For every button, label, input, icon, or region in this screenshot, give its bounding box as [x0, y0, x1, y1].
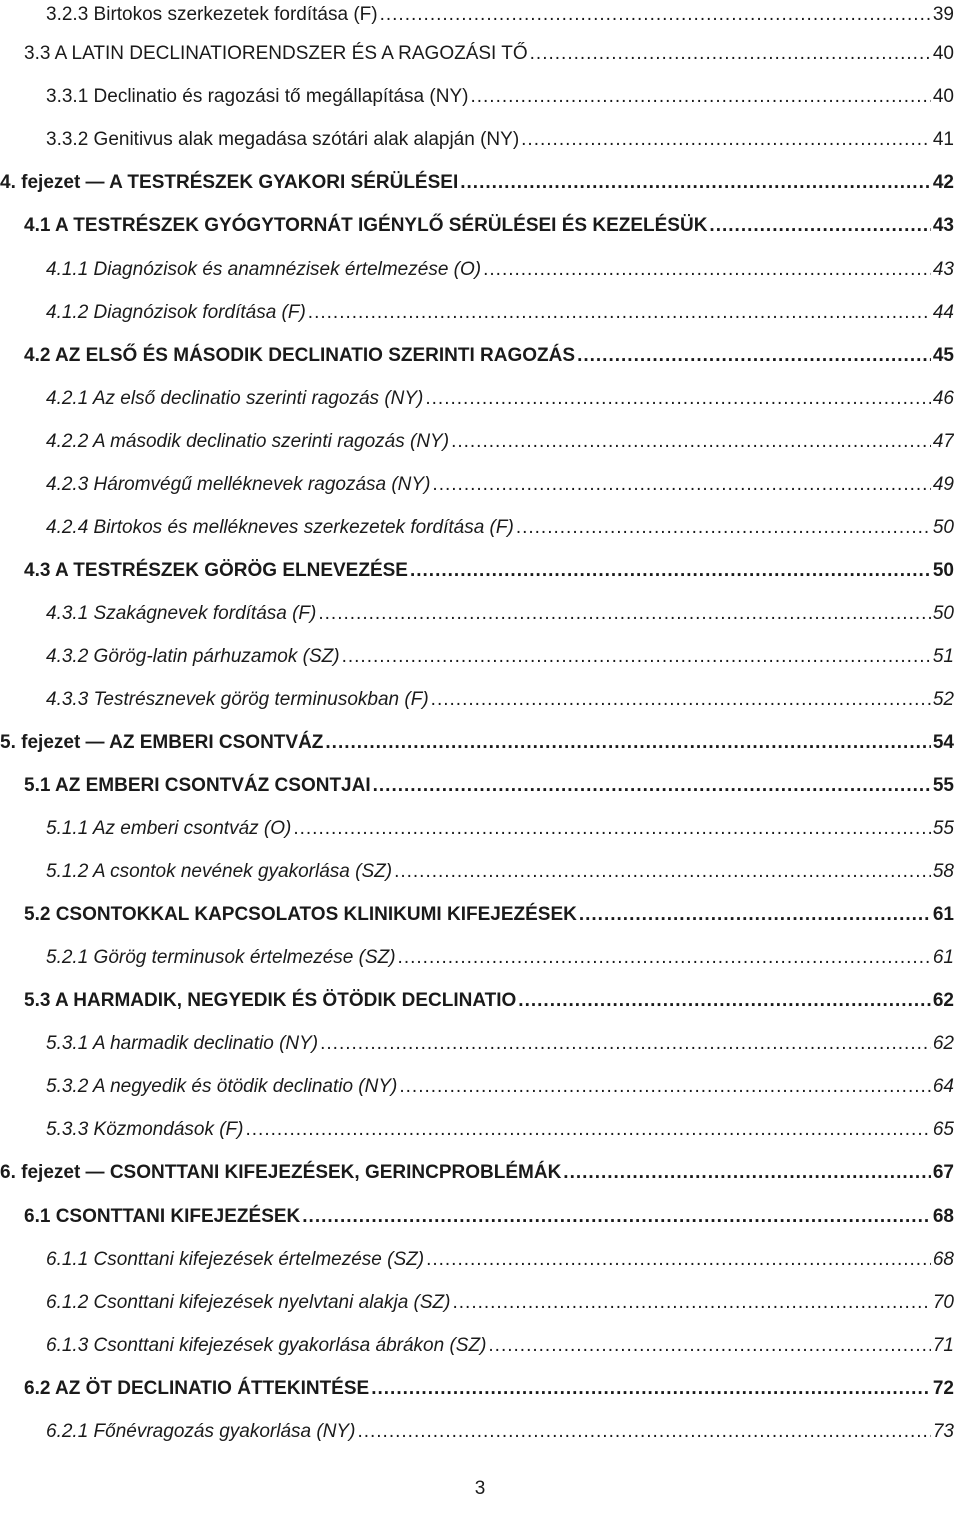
toc-entry[interactable]: [46, 125, 954, 155]
toc-entry[interactable]: [46, 513, 954, 543]
toc-entry-title: 5.2 CSONTOKKAL KAPCSOLATOS KLINIKUMI KIFEJEZÉSEK: [24, 904, 577, 925]
toc-entry-title: 4.3.2 Görög-latin párhuzamok (SZ): [46, 646, 340, 667]
toc-entry-title: 4.1 A TESTRÉSZEK GYÓGYTORNÁT IGÉNYLŐ SÉRÜLÉSEI ÉS KEZELÉSÜK: [24, 215, 708, 236]
toc-page-number: 52: [932, 689, 954, 710]
toc-leader-dots: [380, 0, 931, 30]
toc-entry-title: 6.2.1 Főnévragozás gyakorlása (NY): [46, 1421, 356, 1442]
toc-leader-dots: [342, 642, 931, 672]
toc-leader-dots: [483, 255, 931, 285]
toc-page-number: 40: [932, 86, 954, 107]
toc-leader-dots: [521, 125, 931, 155]
toc-leader-dots: [431, 685, 931, 715]
toc-entry[interactable]: [46, 943, 954, 973]
toc-entry-title: 6. fejezet — CSONTTANI KIFEJEZÉSEK, GERINCPROBLÉMÁK: [0, 1162, 562, 1183]
toc-entry-title: 5. fejezet — AZ EMBERI CSONTVÁZ: [0, 732, 324, 753]
toc-page-number: 49: [932, 474, 954, 495]
toc-entry-title: 5.1.2 A csontok nevének gyakorlása (SZ): [46, 861, 393, 882]
toc-page-number: 43: [932, 215, 954, 236]
toc-page-number: 62: [932, 1033, 954, 1054]
toc-entry-title: 4.1.2 Diagnózisok fordítása (F): [46, 302, 306, 323]
toc-entry[interactable]: [24, 341, 954, 371]
toc-leader-dots: [399, 1072, 931, 1102]
toc-entry-title: 3.2.3 Birtokos szerkezetek fordítása (F): [46, 4, 378, 25]
toc-entry[interactable]: [46, 685, 954, 715]
toc-entry-title: 3.3.1 Declinatio és ragozási tő megállapítása (NY): [46, 86, 469, 107]
toc-entry-title: 6.1.1 Csonttani kifejezések értelmezése (SZ): [46, 1249, 425, 1270]
toc-entry[interactable]: [0, 168, 954, 198]
toc-page-number: 58: [932, 861, 954, 882]
toc-entry-title: 4.2.2 A második declinatio szerinti ragozás (NY): [46, 431, 450, 452]
toc-page-number: 50: [932, 517, 954, 538]
toc-page-number: 72: [932, 1378, 954, 1399]
toc-entry[interactable]: [46, 427, 954, 457]
toc-leader-dots: [394, 857, 931, 887]
toc-entry[interactable]: [46, 255, 954, 285]
toc-leader-dots: [579, 900, 931, 930]
toc-entry[interactable]: [24, 900, 954, 930]
toc-entry[interactable]: [24, 39, 954, 69]
toc-leader-dots: [398, 943, 931, 973]
toc-page-number: 55: [932, 818, 954, 839]
toc-page-number: 42: [932, 172, 954, 193]
toc-entry-title: 3.3 A LATIN DECLINATIORENDSZER ÉS A RAGOZÁSI TŐ: [24, 43, 528, 64]
toc-page-number: 61: [932, 904, 954, 925]
toc-entry-title: 3.3.2 Genitivus alak megadása szótári alak alapján (NY): [46, 129, 520, 150]
toc-leader-dots: [371, 1374, 931, 1404]
toc-page-number: 43: [932, 259, 954, 280]
toc-entry[interactable]: [24, 211, 954, 241]
toc-leader-dots: [293, 814, 931, 844]
toc-leader-dots: [246, 1115, 931, 1145]
toc-leader-dots: [425, 384, 930, 414]
toc-page-number: 44: [932, 302, 954, 323]
toc-leader-dots: [470, 82, 930, 112]
toc-leader-dots: [516, 513, 931, 543]
toc-page-number: 68: [932, 1206, 954, 1227]
toc-page-number: 50: [932, 560, 954, 581]
toc-entry-title: 4.1.1 Diagnózisok és anamnézisek értelmezése (O): [46, 259, 482, 280]
toc-leader-dots: [373, 771, 931, 801]
toc-leader-dots: [320, 1029, 931, 1059]
toc-entry[interactable]: [46, 1245, 954, 1275]
toc-entry-title: 4.2 AZ ELSŐ ÉS MÁSODIK DECLINATIO SZERINTI RAGOZÁS: [24, 345, 576, 366]
toc-page-number: 67: [932, 1162, 954, 1183]
toc-page-number: 54: [932, 732, 954, 753]
toc-page-number: 40: [932, 43, 954, 64]
toc-entry[interactable]: [24, 1202, 954, 1232]
toc-entry-title: 6.1 CSONTTANI KIFEJEZÉSEK: [24, 1206, 301, 1227]
toc-leader-dots: [357, 1417, 930, 1447]
toc-entry[interactable]: [24, 556, 954, 586]
toc-entry[interactable]: [24, 986, 954, 1016]
toc-entry[interactable]: [46, 814, 954, 844]
toc-leader-dots: [530, 39, 931, 69]
toc-entry[interactable]: [46, 599, 954, 629]
toc-entry[interactable]: [46, 642, 954, 672]
toc-page-number: 71: [932, 1335, 954, 1356]
toc-leader-dots: [325, 728, 930, 758]
toc-page-number: 70: [932, 1292, 954, 1313]
toc-entry[interactable]: [46, 470, 954, 500]
toc-entry-title: 4.2.3 Háromvégű melléknevek ragozása (NY): [46, 474, 431, 495]
toc-leader-dots: [460, 168, 931, 198]
toc-entry-title: 4.2.4 Birtokos és mellékneves szerkezetek fordítása (F): [46, 517, 514, 538]
toc-entry[interactable]: [46, 1072, 954, 1102]
toc-entry-title: 6.1.3 Csonttani kifejezések gyakorlása ábrákon (SZ): [46, 1335, 487, 1356]
toc-entry-title: 4.2.1 Az első declinatio szerinti ragozás (NY): [46, 388, 424, 409]
toc-entry[interactable]: [24, 771, 954, 801]
toc-entry[interactable]: [24, 1374, 954, 1404]
toc-leader-dots: [709, 211, 930, 241]
toc-page-number: 39: [932, 4, 954, 25]
toc-entry[interactable]: [0, 728, 954, 758]
toc-page-number: 45: [932, 345, 954, 366]
toc-entry[interactable]: [0, 1158, 954, 1188]
toc-entry[interactable]: [46, 0, 954, 30]
toc-page-number: 50: [932, 603, 954, 624]
toc-entry[interactable]: [46, 82, 954, 112]
toc-entry[interactable]: [46, 1115, 954, 1145]
toc-leader-dots: [488, 1331, 930, 1361]
toc-leader-dots: [410, 556, 931, 586]
toc-page-number: 73: [932, 1421, 954, 1442]
toc-entry[interactable]: [46, 298, 954, 328]
toc-page-number: 55: [932, 775, 954, 796]
toc-entry-title: 5.3 A HARMADIK, NEGYEDIK ÉS ÖTÖDIK DECLINATIO: [24, 990, 517, 1011]
toc-entry-title: 5.1 AZ EMBERI CSONTVÁZ CSONTJAI: [24, 775, 371, 796]
toc-leader-dots: [308, 298, 931, 328]
toc-entry-title: 4.3.3 Testrésznevek görög terminusokban (F): [46, 689, 429, 710]
toc-entry-title: 5.3.2 A negyedik és ötödik declinatio (NY): [46, 1076, 398, 1097]
toc-page-number: 65: [932, 1119, 954, 1140]
toc-leader-dots: [426, 1245, 931, 1275]
toc-entry-title: 4.3.1 Szakágnevek fordítása (F): [46, 603, 317, 624]
toc-entry-title: 4.3 A TESTRÉSZEK GÖRÖG ELNEVEZÉSE: [24, 560, 408, 581]
toc-entry-title: 6.2 AZ ÖT DECLINATIO ÁTTEKINTÉSE: [24, 1378, 370, 1399]
toc-page-number: 41: [932, 129, 954, 150]
toc-page-number: 51: [932, 646, 954, 667]
toc-entry-title: 4. fejezet — A TESTRÉSZEK GYAKORI SÉRÜLÉSEI: [0, 172, 459, 193]
toc-leader-dots: [432, 470, 930, 500]
toc-entry[interactable]: [46, 1331, 954, 1361]
toc-page-number: 62: [932, 990, 954, 1011]
toc-entry[interactable]: [46, 384, 954, 414]
toc-entry-title: 5.1.1 Az emberi csontváz (O): [46, 818, 292, 839]
toc-page-number: 47: [932, 431, 954, 452]
toc-entry[interactable]: [46, 1029, 954, 1059]
toc-entry-title: 6.1.2 Csonttani kifejezések nyelvtani alakja (SZ): [46, 1292, 451, 1313]
toc-page-number: 68: [932, 1249, 954, 1270]
toc-page-number: 61: [932, 947, 954, 968]
toc-leader-dots: [318, 599, 930, 629]
toc-entry[interactable]: [46, 1288, 954, 1318]
toc-leader-dots: [451, 427, 931, 457]
page-number: 3: [474, 1478, 486, 1499]
toc-leader-dots: [518, 986, 931, 1016]
toc-entry-title: 5.3.1 A harmadik declinatio (NY): [46, 1033, 319, 1054]
toc-page-number: 46: [932, 388, 954, 409]
toc-entry[interactable]: [46, 1417, 954, 1447]
toc-page-number: 64: [932, 1076, 954, 1097]
toc-leader-dots: [577, 341, 931, 371]
toc-leader-dots: [563, 1158, 931, 1188]
toc-entry[interactable]: [46, 857, 954, 887]
toc-entry-title: 5.3.3 Közmondások (F): [46, 1119, 244, 1140]
toc-leader-dots: [302, 1202, 931, 1232]
toc-entry-title: 5.2.1 Görög terminusok értelmezése (SZ): [46, 947, 396, 968]
toc-leader-dots: [452, 1288, 930, 1318]
